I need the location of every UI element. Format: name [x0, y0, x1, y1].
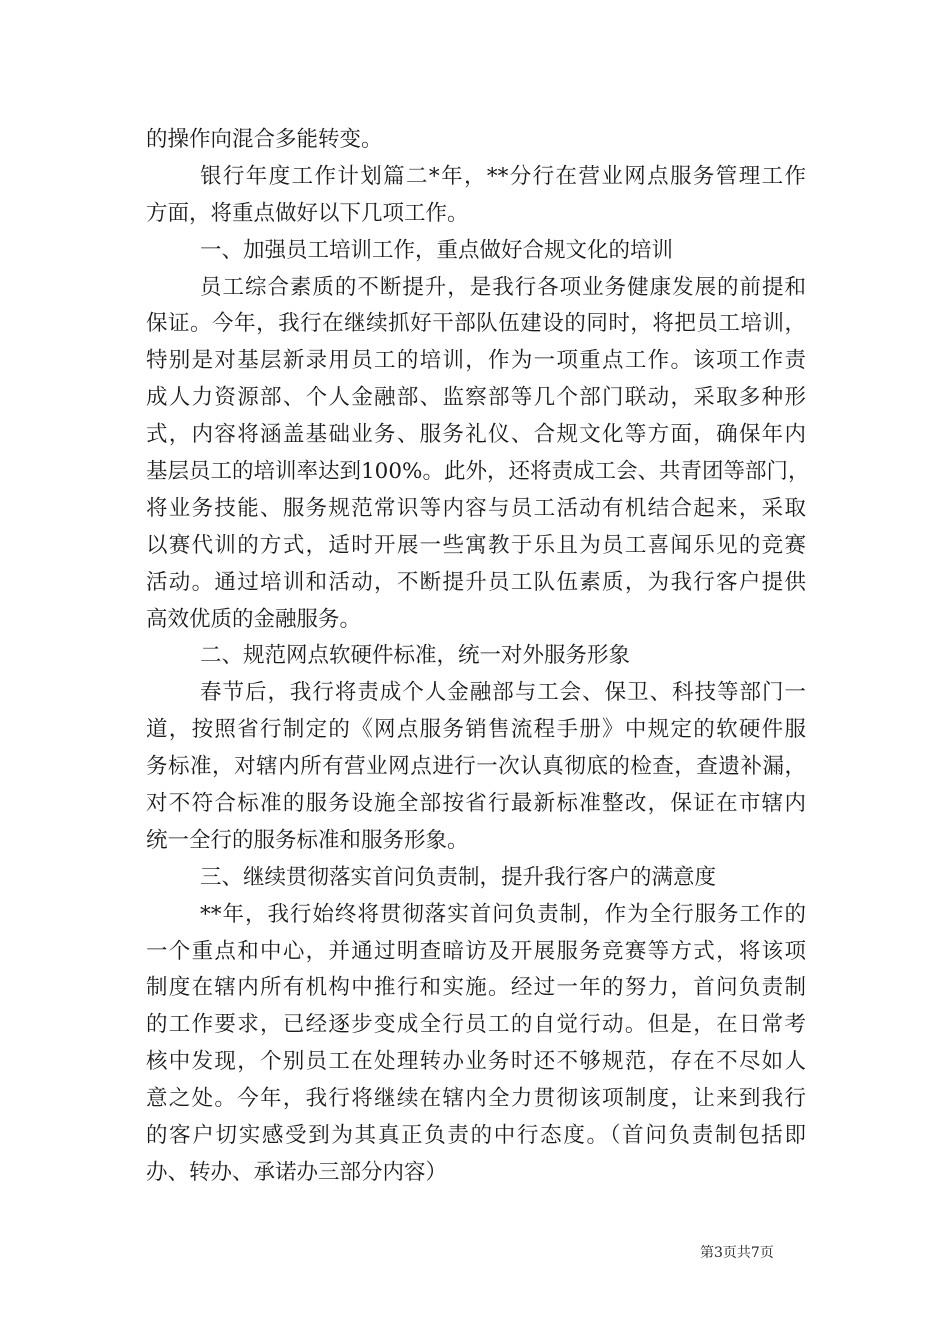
- text-line: 制度在辖内所有机构中推行和实施。经过一年的努力，首问负责制: [146, 975, 806, 1001]
- text-line: 核中发现，个别员工在处理转办业务时还不够规范，存在不尽如人: [146, 1049, 806, 1075]
- text-line: 基层员工的培训率达到100%。此外，还将责成工会、共青团等部门，: [146, 459, 810, 485]
- document-body: [146, 122, 810, 1192]
- text-line: 式，内容将涵盖基础业务、服务礼仪、合规文化等方面，确保年内: [146, 422, 806, 448]
- text-line: 的操作向混合多能转变。: [146, 127, 383, 152]
- text-line: 特别是对基层新录用员工的培训，作为一项重点工作。该项工作责: [146, 348, 806, 374]
- section-heading: 一、加强员工培训工作，重点做好合规文化的培训: [200, 237, 674, 263]
- text-line: 统一全行的服务标准和服务形象。: [146, 827, 469, 853]
- text-line: 春节后，我行将责成个人金融部与工会、保卫、科技等部门一: [200, 680, 806, 706]
- text-line: 务标准，对辖内所有营业网点进行一次认真彻底的检查，查遗补漏，: [146, 754, 806, 780]
- text-line: 意之处。今年，我行将继续在辖内全力贯彻该项制度，让来到我行: [146, 1086, 806, 1112]
- text-line: 的客户切实感受到为其真正负责的中行态度。（首问负责制包括即: [146, 1123, 806, 1149]
- text-line: 成人力资源部、个人金融部、监察部等几个部门联动，采取多种形: [146, 385, 806, 411]
- section-heading: 三、继续贯彻落实首问负责制，提升我行客户的满意度: [200, 864, 717, 890]
- text-line: 高效优质的金融服务。: [146, 606, 362, 632]
- text-line: 方面，将重点做好以下几项工作。: [146, 200, 469, 226]
- text-line: 对不符合标准的服务设施全部按省行最新标准整改，保证在市辖内: [146, 791, 806, 817]
- text-line: 办、转办、承诺办三部分内容）: [146, 1159, 448, 1185]
- text-line: 的工作要求，已经逐步变成全行员工的自觉行动。但是，在日常考: [146, 1012, 806, 1038]
- text-line: 银行年度工作计划篇二*年，**分行在营业网点服务管理工作: [200, 163, 806, 189]
- page-number: 第3页共7页: [700, 1245, 774, 1261]
- text-line: 员工综合素质的不断提升，是我行各项业务健康发展的前提和: [200, 274, 806, 300]
- text-line: 道，按照省行制定的《网点服务销售流程手册》中规定的软硬件服: [146, 717, 806, 743]
- text-line: **年，我行始终将贯彻落实首问负责制，作为全行服务工作的: [200, 901, 806, 927]
- text-line: 以赛代训的方式，适时开展一些寓教于乐且为员工喜闻乐见的竞赛: [146, 532, 806, 558]
- text-line: 保证。今年，我行在继续抓好干部队伍建设的同时，将把员工培训，: [146, 311, 806, 337]
- text-line: 活动。通过培训和活动，不断提升员工队伍素质，为我行客户提供: [146, 569, 806, 595]
- text-line: 一个重点和中心，并通过明查暗访及开展服务竞赛等方式，将该项: [146, 938, 806, 964]
- text-line: 将业务技能、服务规范常识等内容与员工活动有机结合起来，采取: [146, 495, 806, 521]
- section-heading: 二、规范网点软硬件标准，统一对外服务形象: [200, 643, 631, 669]
